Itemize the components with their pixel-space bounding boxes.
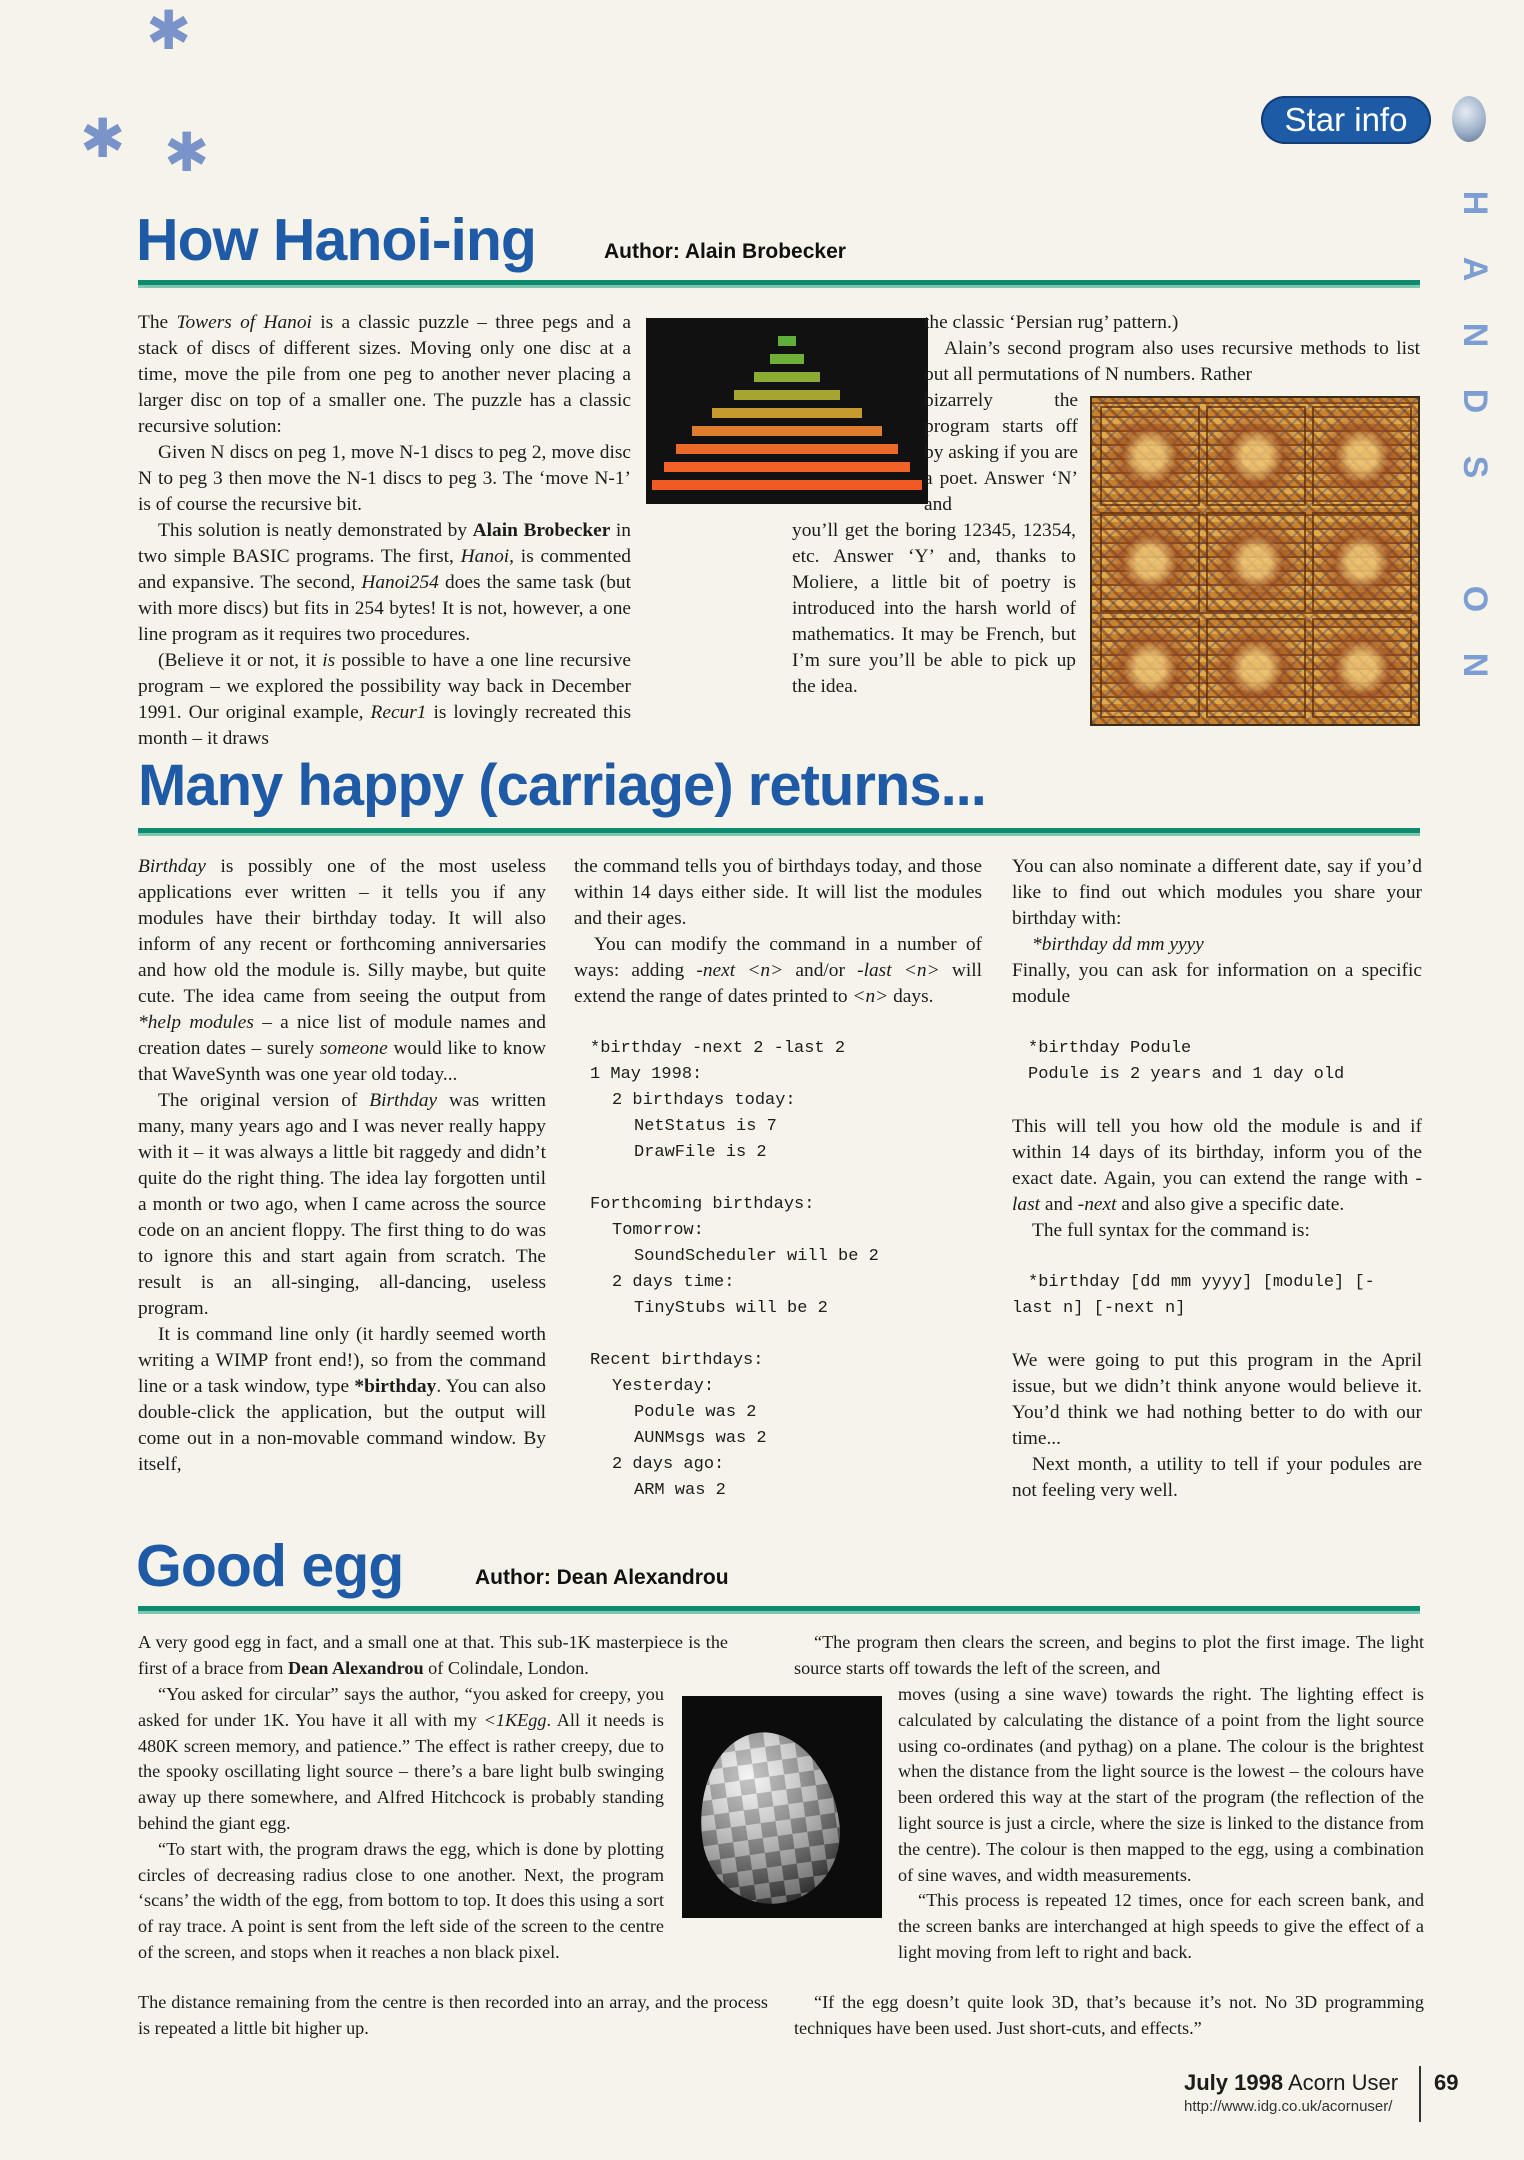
hanoi-disc xyxy=(676,444,898,454)
paragraph: This solution is neatly demonstrated by Alain Brobecker in two simple BASIC programs. The first, Hanoi, is commented and expansive. The second, Hanoi254 does the same task (but with more discs) but fits in 254 bytes! It is not, however, a one line program as it requires two procedures. xyxy=(138,520,631,645)
paragraph: (Believe it or not, it is possible to have a one line recursive program – we explored the possibility way back in December 1991. Our original example, Recur1 is lovingly recreated this month – it draws xyxy=(138,650,632,749)
rug-tile xyxy=(1206,512,1306,612)
byline-hanoi: Author: Alain Brobecker xyxy=(604,240,846,263)
hanoi-disc xyxy=(664,462,910,472)
rail-letter: D xyxy=(1456,388,1494,414)
rug-tile xyxy=(1206,618,1306,718)
section-label xyxy=(1452,170,1498,698)
syntax-date-text: *birthday dd mm yyyy xyxy=(1032,934,1204,955)
code-line: TinyStubs will be 2 xyxy=(634,1299,828,1318)
code-line: Recent birthdays: xyxy=(590,1351,764,1370)
birthday-column-3-intro xyxy=(1012,854,1422,932)
paragraph: “The program then clears the screen, and begins to plot the first image. The light source starts off towards the left of the screen, and xyxy=(794,1632,1424,1678)
hanoi-column-2c xyxy=(792,518,1076,700)
paragraph: We were going to put this program in the April issue, but we didn’t think anyone would believe it. You’d think we had nothing better to do with our time... xyxy=(1012,1350,1422,1449)
rail-letter: N xyxy=(1456,322,1494,348)
paragraph: The original version of Birthday was written many, many years ago and I was never really happy with it – it was always a little bit raggedy and didn’t quite do the right thing. The idea lay forgotten until a month or two ago, when I came across the source code on an ancient floppy. The first thing to do was to ignore this and start again from scratch. The result is an all-singing, all-dancing, useless program. xyxy=(138,1090,546,1319)
code-line: ARM was 2 xyxy=(634,1481,726,1500)
hanoi-disc xyxy=(692,426,882,436)
birthday-column-1 xyxy=(138,854,546,1478)
code-line: Podule was 2 xyxy=(634,1403,757,1422)
star-info-badge: Star info xyxy=(1261,96,1431,144)
code-podule-output: Podule is 2 years and 1 day old xyxy=(1028,1065,1345,1084)
egg-figure xyxy=(682,1696,882,1918)
code-line: DrawFile is 2 xyxy=(634,1143,767,1162)
birthday-column-2 xyxy=(574,854,982,1504)
rail-letter: N xyxy=(1456,652,1494,678)
code-syntax-line-2: last n] [-next n] xyxy=(1012,1299,1186,1318)
paragraph: Given N discs on peg 1, move N-1 discs to peg 2, move disc N to peg 3 then move the N-1 discs to peg 3. The ‘move N-1’ is of course the recursive bit. xyxy=(138,442,631,515)
code-line: Yesterday: xyxy=(612,1377,715,1396)
egg-column-1c xyxy=(138,1990,768,2042)
paragraph: A very good egg in fact, and a small one at that. This sub-1K masterpiece is the first of a brace from Dean Alexandrou of Colindale, London. xyxy=(138,1632,728,1678)
paragraph: This will tell you how old the module is and if within 14 days of its birthday, inform you of the exact date. Again, you can extend the range with -last and -next and also give a specific date. xyxy=(1012,1116,1422,1215)
footer-issue xyxy=(1184,2070,1398,2096)
hanoi-column-2a xyxy=(924,310,1420,388)
egg-column-2c xyxy=(794,1990,1424,2042)
code-line: 2 birthdays today: xyxy=(612,1091,796,1110)
section-rule xyxy=(138,828,1420,836)
paragraph: You can also nominate a different date, say if you’d like to find out which modules you share your birthday with: xyxy=(1012,856,1422,929)
hanoi-disc xyxy=(712,408,862,418)
hanoi-towers-figure xyxy=(646,318,928,504)
paragraph: moves (using a sine wave) towards the right. The lighting effect is calculated by calculating the distance of a point from the light source using co-ordinates (and pythag) on a plane. The colour is the brightest when the distance from the light source is the lowest – the colours have been ordered this way at the start of the program (the reflection of the light source is just a circle, where the size is linked to the distance from the centre). The colour is then mapped to the egg, using a combination of sine waves, and width measurements. xyxy=(898,1684,1424,1885)
code-line: Forthcoming birthdays: xyxy=(590,1195,815,1214)
birthday-column-3-specific xyxy=(1012,958,1422,1010)
rug-tile xyxy=(1100,618,1200,718)
code-line: 2 days ago: xyxy=(612,1455,725,1474)
rail-letter: H xyxy=(1456,190,1494,216)
rug-tile xyxy=(1100,406,1200,506)
byline-egg: Author: Dean Alexandrou xyxy=(475,1566,729,1589)
hanoi-disc xyxy=(770,354,804,364)
rail-letter: A xyxy=(1456,256,1494,282)
code-podule-cmd: *birthday Podule xyxy=(1028,1039,1192,1058)
egg-column-2b xyxy=(898,1682,1424,1966)
birthday-column-2-text xyxy=(574,854,982,1010)
egg-column-1a xyxy=(138,1630,728,1682)
rail-letter: O xyxy=(1456,585,1494,613)
paragraph: “This process is repeated 12 times, once for each screen bank, and the screen banks are interchanged at high speeds to give the effect of a light moving from left to right and back. xyxy=(898,1890,1424,1962)
code-line: SoundScheduler will be 2 xyxy=(634,1247,879,1266)
paragraph: “If the egg doesn’t quite look 3D, that’s because it’s not. No 3D programming techniques have been used. Just short-cuts, and effects.” xyxy=(794,1992,1424,2038)
paragraph: bizarrely the program starts off by asking if you are a poet. Answer ‘N’ and xyxy=(924,390,1079,515)
hanoi-disc xyxy=(734,390,840,400)
code-line: 2 days time: xyxy=(612,1273,735,1292)
footer-publication: Acorn User xyxy=(1287,2070,1399,2095)
egg-column-1b xyxy=(138,1682,664,1966)
syntax-date xyxy=(1012,932,1422,958)
code-line: 1 May 1998: xyxy=(590,1065,703,1084)
hanoi-disc xyxy=(754,372,820,382)
paragraph: It is command line only (it hardly seemed worth writing a WIMP front end!), so from the command line or a task window, type *birthday. You can also double-click the application, but the output will come out in a non-movable command window. By itself, xyxy=(138,1324,546,1475)
hanoi-disc xyxy=(652,480,922,490)
paragraph: Alain’s second program also uses recursive methods to list out all permutations of N numbers. Rather xyxy=(924,338,1420,385)
persian-rug-figure xyxy=(1090,396,1420,726)
rug-tile xyxy=(1312,512,1412,612)
paragraph: The full syntax for the command is: xyxy=(1032,1220,1310,1241)
birthday-column-3 xyxy=(1012,854,1422,1504)
code-line: AUNMsgs was 2 xyxy=(634,1429,767,1448)
code-line: *birthday -next 2 -last 2 xyxy=(590,1039,846,1058)
hanoi-column-2b xyxy=(924,388,1078,518)
code-syntax-line-1: *birthday [dd mm yyyy] [module] [- xyxy=(1028,1273,1375,1292)
footer-issue-date: July 1998 xyxy=(1184,2070,1284,2095)
star-decoration-icon: ✱ xyxy=(80,107,126,170)
paragraph: You can modify the command in a number of ways: adding -next <n> and/or -last <n> will extend the range of dates printed to <n> days. xyxy=(574,934,983,1007)
paragraph: Next month, a utility to tell if your podules are not feeling very well. xyxy=(1012,1454,1422,1501)
paragraph: The Towers of Hanoi is a classic puzzle – three pegs and a stack of discs of different sizes. Moving only one disc at a time, move the pile from one peg to another never placing a larger disc on top of a smaller one. The puzzle has a classic recursive solution: xyxy=(138,312,631,437)
birthday-column-3-closing xyxy=(1012,1348,1422,1504)
rug-tile xyxy=(1312,406,1412,506)
paragraph: Finally, you can ask for information on a specific module xyxy=(1012,960,1422,1007)
article-title-hanoi: How Hanoi-ing xyxy=(136,207,536,273)
star-decoration-icon: ✱ xyxy=(146,0,192,62)
hanoi-disc xyxy=(778,336,796,346)
paragraph: The distance remaining from the centre is then recorded into an array, and the process is repeated a little bit higher up. xyxy=(138,1992,768,2038)
rug-tile xyxy=(1206,406,1306,506)
code-example xyxy=(574,1036,982,1504)
paragraph: Birthday is possibly one of the most useless applications ever written – it tells you if any modules have their birthday today. It will also inform of any recent or forthcoming anniversaries and how old the module is. Silly maybe, but quite cute. The idea came from seeing the output from *help modules – a nice list of module names and creation dates – surely someone would like to know that WaveSynth was one year old today... xyxy=(138,856,547,1085)
rail-letter xyxy=(1442,510,1508,556)
article-title-egg: Good egg xyxy=(136,1533,404,1599)
egg-column-2a xyxy=(794,1630,1424,1682)
birthday-column-3-range xyxy=(1012,1114,1422,1244)
paragraph: “To start with, the program draws the egg, which is done by plotting circles of decreasing radius close to one another. Next, the program ‘scans’ the width of the egg, from bottom to top. It does this using a sort of ray trace. A point is sent from the left side of the screen to the centre of the screen, and stops when it reaches a non black pixel. xyxy=(138,1838,664,1962)
section-rule xyxy=(138,1606,1420,1614)
globe-icon xyxy=(1452,96,1486,142)
code-line xyxy=(574,1166,982,1192)
rug-tile xyxy=(1312,618,1412,718)
page-number: 69 xyxy=(1434,2070,1459,2095)
paragraph: “You asked for circular” says the author, “you asked for creepy, you asked for under 1K. You have it all with my <1KEgg. All it needs is 480K screen memory, and patience.” The effect is rather creepy, due to the spooky oscillating light source – there’s a bare light bulb swinging away up there somewhere, and Alfred Hitchcock is probably standing behind the giant egg. xyxy=(138,1684,664,1833)
code-line xyxy=(574,1322,982,1348)
rug-tile xyxy=(1100,512,1200,612)
hanoi-column-1 xyxy=(138,310,631,752)
footer-divider xyxy=(1419,2066,1421,2122)
paragraph: the classic ‘Persian rug’ pattern.) xyxy=(924,312,1179,333)
paragraph: the command tells you of birthdays today, and those within 14 days either side. It will list the modules and their ages. xyxy=(574,856,982,929)
egg-shape xyxy=(689,1723,850,1913)
code-line: NetStatus is 7 xyxy=(634,1117,777,1136)
star-decoration-icon: ✱ xyxy=(164,121,210,184)
rail-letter: S xyxy=(1456,455,1494,479)
paragraph: you’ll get the boring 12345, 12354, etc. Answer ‘Y’ and, thanks to Moliere, a little bit of poetry is introduced into the harsh world of mathematics. It may be French, but I’m sure you’ll be able to pick up the idea. xyxy=(792,520,1076,697)
section-rule xyxy=(138,280,1420,288)
code-line: Tomorrow: xyxy=(612,1221,704,1240)
footer-url: http://www.idg.co.uk/acornuser/ xyxy=(1184,2098,1393,2115)
article-title-birthday: Many happy (carriage) returns... xyxy=(138,753,986,818)
